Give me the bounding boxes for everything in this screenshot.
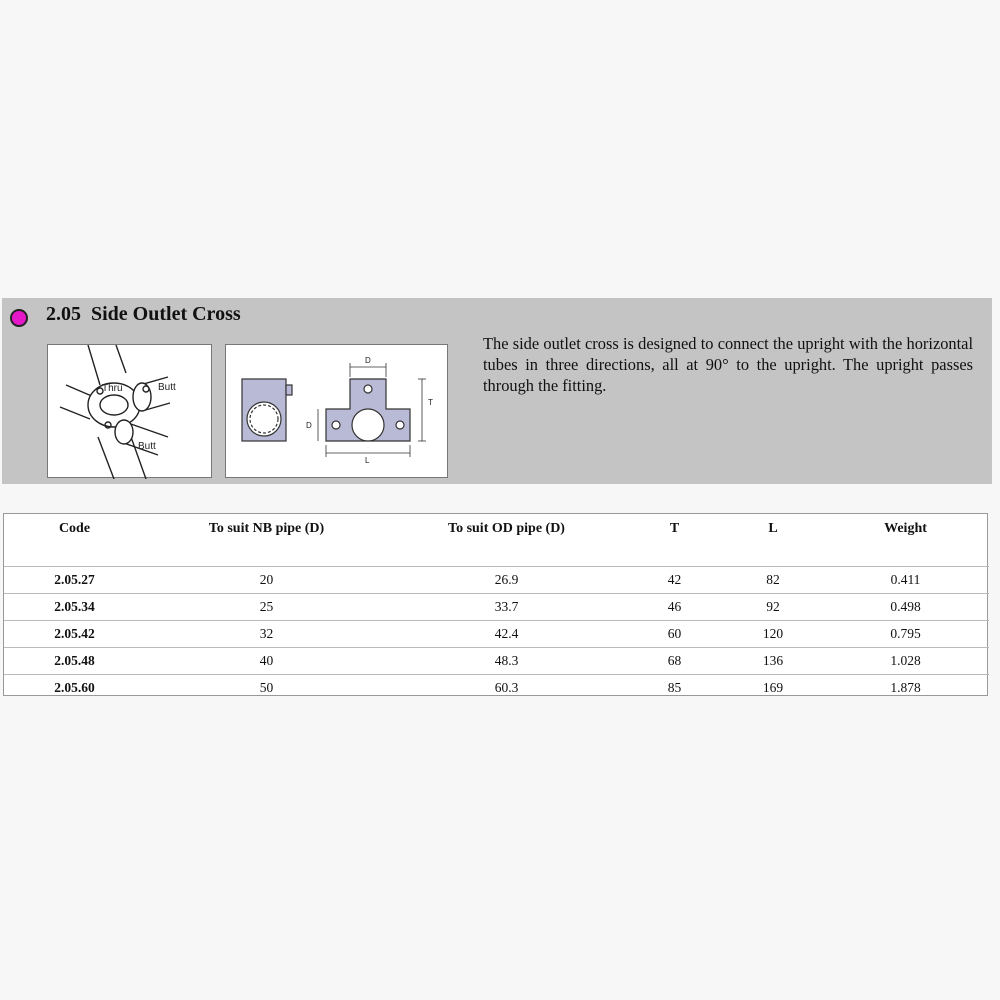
cell-l: 169: [724, 675, 822, 702]
label-butt-top: Butt: [158, 382, 176, 393]
cell-t: 68: [625, 648, 724, 675]
label-d-top: D: [365, 356, 371, 365]
cell-weight: 1.028: [822, 648, 989, 675]
cell-t: 85: [625, 675, 724, 702]
cell-od-pipe: 26.9: [388, 567, 625, 594]
cell-nb-pipe: 50: [145, 675, 388, 702]
table-row: [4, 567, 989, 594]
label-butt-bottom: Butt: [138, 441, 156, 452]
table-header-row: [4, 514, 989, 544]
cell-od-pipe: 42.4: [388, 621, 625, 648]
col-header-od-pipe: To suit OD pipe (D): [448, 521, 565, 536]
dimension-drawing: [225, 344, 448, 478]
cell-od-pipe: 60.3: [388, 675, 625, 702]
table-row: [4, 648, 989, 675]
col-header-weight: Weight: [884, 521, 927, 536]
cell-weight: 0.411: [822, 567, 989, 594]
cell-weight: 0.795: [822, 621, 989, 648]
cell-code: 2.05.60: [4, 675, 145, 702]
cell-weight: 1.878: [822, 675, 989, 702]
section-title: 2.05 Side Outlet Cross: [46, 303, 241, 325]
cell-l: 136: [724, 648, 822, 675]
col-header-code: Code: [58, 521, 91, 536]
cell-t: 46: [625, 594, 724, 621]
cell-l: 92: [724, 594, 822, 621]
table-row: [4, 621, 989, 648]
cell-l: 82: [724, 567, 822, 594]
cell-l: 120: [724, 621, 822, 648]
fitting-illustration: [47, 344, 212, 478]
cell-od-pipe: 33.7: [388, 594, 625, 621]
spec-table: [4, 514, 989, 701]
section-description: The side outlet cross is designed to connect the upright with the horizontal tubes in three directions, all at 90° to the upright. The upright passes through the fitting.: [483, 334, 973, 395]
spec-table-container: [3, 513, 988, 696]
cell-nb-pipe: 32: [145, 621, 388, 648]
fitting-illustration-drawing: [48, 345, 213, 479]
col-header-t: T: [669, 521, 680, 536]
table-row: [4, 594, 989, 621]
label-thru: Thru: [102, 383, 123, 394]
table-row: [4, 675, 989, 702]
cell-od-pipe: 48.3: [388, 648, 625, 675]
cell-code: 2.05.27: [4, 567, 145, 594]
cell-code: 2.05.48: [4, 648, 145, 675]
dimension-drawing-graphic: [226, 345, 449, 479]
col-header-nb-pipe: To suit NB pipe (D): [208, 521, 325, 536]
cell-code: 2.05.42: [4, 621, 145, 648]
cell-nb-pipe: 20: [145, 567, 388, 594]
table-spacer-row: [4, 544, 989, 567]
cell-code: 2.05.34: [4, 594, 145, 621]
cell-weight: 0.498: [822, 594, 989, 621]
cell-t: 60: [625, 621, 724, 648]
label-d-side: D: [306, 421, 312, 430]
cell-t: 42: [625, 567, 724, 594]
cell-nb-pipe: 40: [145, 648, 388, 675]
cell-nb-pipe: 25: [145, 594, 388, 621]
section-bullet-icon: [10, 309, 28, 327]
label-l: L: [365, 456, 370, 465]
col-header-l: L: [768, 521, 778, 536]
label-t: T: [428, 398, 433, 407]
